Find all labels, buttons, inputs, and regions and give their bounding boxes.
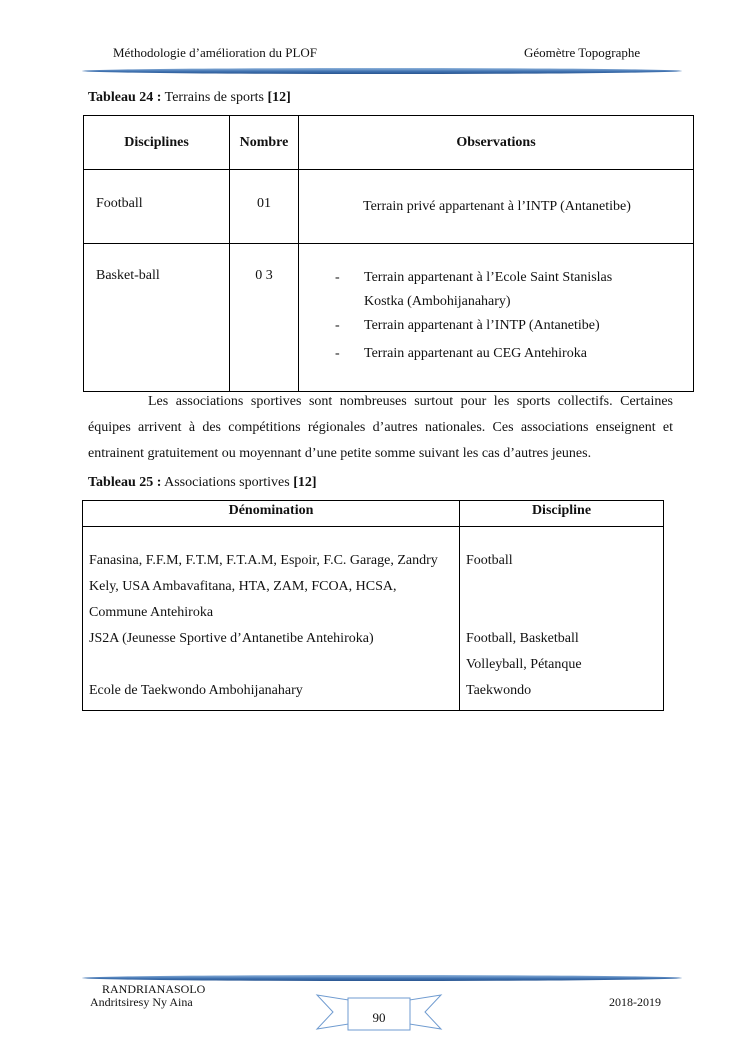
header-right: Géomètre Topographe xyxy=(524,45,641,60)
cell-observations xyxy=(299,244,694,392)
cell-denomination: Fanasina, F.F.M, F.T.M, F.T.A.M, Espoir, F.C. Garage, Zandry Kely, USA Ambavafitana, HTA, ZAM, FCOA, HCSA, Commune Antehiroka xyxy=(83,527,460,627)
table-24 xyxy=(83,115,694,392)
list-item: - Terrain appartenant à l’Ecole Saint Stanislas Kostka (Ambohijanahary) xyxy=(335,270,613,309)
col-header: Dénomination xyxy=(83,501,460,527)
table-row xyxy=(83,678,664,711)
table-row xyxy=(84,244,694,392)
cell-discipline: Football xyxy=(460,527,664,627)
cell-denomination: JS2A (Jeunesse Sportive d’Antanetibe Antehiroka) xyxy=(83,626,460,678)
cell-discipline: Taekwondo xyxy=(460,678,664,711)
footer-year: 2018-2019 xyxy=(609,995,661,1009)
footer-rule xyxy=(82,975,682,981)
list-item: - Terrain appartenant au CEG Antehiroka xyxy=(335,346,587,361)
cell-observation: Terrain privé appartenant à l’INTP (Antanetibe) xyxy=(299,170,694,244)
footer-author-line1: RANDRIANASOLO xyxy=(102,982,206,996)
table25-caption: Tableau 25 : Associations sportives [12] xyxy=(88,475,317,490)
cell-denomination: Ecole de Taekwondo Ambohijanahary xyxy=(83,678,460,711)
table-row xyxy=(83,527,664,627)
col-header: Observations xyxy=(299,116,694,170)
header-rule xyxy=(82,68,682,74)
cell-discipline: Football, Basketball Volleyball, Pétanque xyxy=(460,626,664,678)
paragraph: Les associations sportives sont nombreuses surtout pour les sports collectifs. Certaines équipes arrivent à des compétitions régionales d’autres nationales. Ces associations enseignent et entrainent gratuitement ou moyennant d’une petite somme suivant les cas d’autres jeunes. xyxy=(88,394,673,461)
list-item: - Terrain appartenant à l’INTP (Antanetibe) xyxy=(335,318,600,333)
col-header: Disciplines xyxy=(84,116,230,170)
table-row xyxy=(84,170,694,244)
table-row xyxy=(83,626,664,678)
cell-discipline: Basket-ball xyxy=(84,244,230,392)
table-25 xyxy=(82,500,664,711)
cell-nombre: 0 3 xyxy=(230,244,299,392)
cell-discipline: Football xyxy=(84,170,230,244)
footer-author-line2: Andritsiresy Ny Aina xyxy=(90,995,193,1009)
header-left: Méthodologie d’amélioration du PLOF xyxy=(113,45,318,60)
table24-caption: Tableau 24 : Terrains de sports [12] xyxy=(88,90,291,105)
col-header: Nombre xyxy=(230,116,299,170)
cell-nombre: 01 xyxy=(230,170,299,244)
col-header: Discipline xyxy=(460,501,664,527)
page-number: 90 xyxy=(372,1010,386,1025)
